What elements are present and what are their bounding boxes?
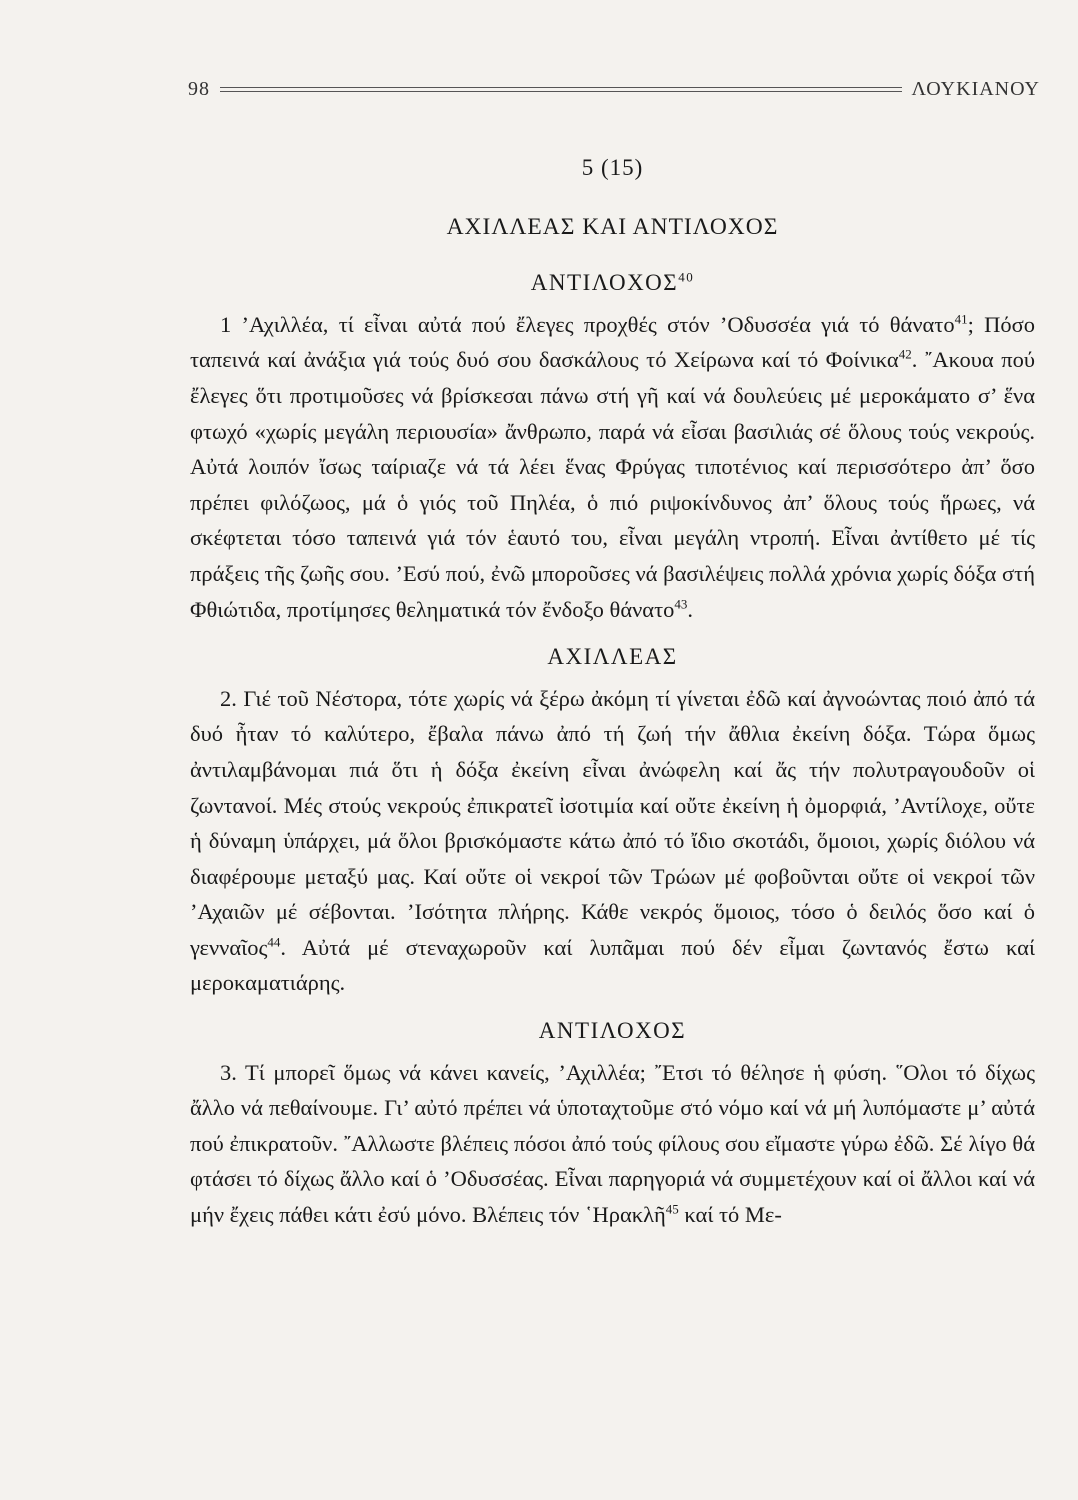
footnote-ref: 42: [898, 346, 912, 362]
running-title: ΛΟΥΚΙΑΝΟΥ: [911, 78, 1040, 100]
footnote-ref: 40: [678, 269, 695, 285]
text-run: . Αὐτά μέ στεναχωροῦν καί λυπᾶμαι πού δέν εἶμαι ζωντανός ἔστω καί μεροκαματιάρης.: [190, 934, 1035, 996]
text-run: καί τό Με-: [678, 1202, 782, 1228]
speaker-heading: [190, 265, 1035, 301]
page-number: 98: [188, 78, 210, 100]
text-run: .: [687, 596, 693, 622]
footnote-ref: 43: [674, 596, 688, 612]
paragraph-2: [190, 681, 1035, 1001]
footnote-ref: 41: [954, 311, 968, 327]
text-run: . ῎Ακουα πού ἔλεγες ὅτι προτιμοῦσες νά βρίσκεσαι πάνω στή γῆ καί νά δουλεύεις μέ μεροκάματο σ’ ἕνα φτωχό «χωρίς μεγάλη περιουσία» ἄνθρωπο, παρά νά εἶσαι βασιλιάς σέ ὅλους τούς νεκρούς. Αὐτά λοιπόν ἴσως ταίριαζε νά τά λέει ἕνας Φρύγας τιποτένιος καί περισσότερο ἀπ’ ὅσο πρέπει φιλόζωος, μά ὁ γιός τοῦ Πηλέα, ὁ πιό ριψοκίνδυνος ἀπ’ ὅλους τούς ἥρωες, νά σκέφτεται τόσο ταπεινά γιά τόν ἑαυτό του, εἶναι μεγάλη ντροπή. Εἶναι ἀντίθετο μέ τίς πράξεις τῆς ζωῆς σου. ’Εσύ πού, ἐνῶ μποροῦσες νά βασιλέψεις πολλά χρόνια χωρίς δόξα στή Φθιώτιδα, προτίμησες θεληματικά τόν ἔνδοξο θάνατο: [190, 347, 1035, 622]
footnote-ref: 45: [665, 1201, 679, 1217]
text-run: 1 ’Αχιλλέα, τί εἶναι αὐτά πού ἔλεγες προχθές στόν ’Οδυσσέα γιά τό θάνατο: [220, 311, 955, 337]
text-run: 2. Γιέ τοῦ Νέστορα, τότε χωρίς νά ξέρω ἀκόμη τί γίνεται ἐδῶ καί ἀγνοώντας ποιό ἀπό τά δυό ἦταν τό καλύτερο, ἔβαλα πάνω ἀπό τή ζωή τήν ἄθλια ἐκείνη δόξα. Τώρα ὅμως ἀντιλαμβάνομαι πιά ὅτι ἡ δόξα ἐκείνη εἶναι ἀνώφελη καί ἄς τήν πολυτραγουδοῦν οἱ ζωντανοί. Μές στούς νεκρούς ἐπικρατεῖ ἰσοτιμία καί οὔτε ἐκείνη ἡ ὀμορφιά, ’Αντίλοχε, οὔτε ἡ δύναμη ὑπάρχει, μά ὅλοι βρισκόμαστε κάτω ἀπό τό ἴδιο σκοτάδι, ὅμοιοι, χωρίς διόλου νά διαφέρουμε μεταξύ μας. Καί οὔτε οἱ νεκροί τῶν Τρώων μέ φοβοῦνται οὔτε οἱ νεκροί τῶν ’Αχαιῶν μέ σέβονται. ’Ισότητα πλήρης. Κάθε νεκρός ὅμοιος, τόσο ὁ δειλός ὅσο καί ὁ γενναῖος: [190, 685, 1035, 960]
paragraph-1: [190, 307, 1035, 627]
speaker-name: ΑΧΙΛΛΕΑΣ: [547, 644, 678, 670]
paragraph-3: [190, 1055, 1035, 1233]
speaker-name: ΑΝΤΙΛΟΧΟΣ: [538, 1018, 687, 1044]
speaker-name: ΑΝΤΙΛΟΧΟΣ: [530, 270, 679, 296]
text-run: 3. Τί μπορεῖ ὅμως νά κάνει κανείς, ’Αχιλλέα; ῎Ετσι τό θέλησε ἡ φύση. ῞Ολοι τό δίχως ἄλλο νά πεθαίνουμε. Γι’ αὐτό πρέπει νά ὑποταχτοῦμε στό νόμο καί νά μή λυπόμαστε μ’ αὐτά πού ἐπικρατοῦν. ῎Αλλωστε βλέπεις πόσοι ἀπό τούς φίλους σου εἴμαστε γύρω ἐδῶ. Σέ λίγο θά φτάσει τό δίχως ἄλλο καί ὁ ’Οδυσσέας. Εἶναι παρηγοριά νά συμμετέχουν καί οἱ ἄλλοι καί νά μήν ἔχεις πάθει κάτι ἐσύ μόνο. Βλέπεις τόν ῾Ηρακλῆ: [190, 1059, 1035, 1228]
running-head: [188, 78, 1040, 101]
section-number: 5 (15): [581, 155, 644, 180]
dialogue-title: ΑΧΙΛΛΕΑΣ ΚΑΙ ΑΝΤΙΛΟΧΟΣ: [446, 213, 779, 240]
footnote-ref: 44: [267, 934, 281, 950]
speaker-heading: [190, 639, 1035, 675]
speaker-heading: [190, 1013, 1035, 1049]
text-run: ; Πόσο ταπεινά καί ἀνάξια γιά τούς δυό σου δασκάλους τό Χείρωνα καί τό Φοίνικα: [190, 311, 1035, 373]
header-rule: [220, 87, 902, 92]
main-text: [190, 140, 1035, 1233]
